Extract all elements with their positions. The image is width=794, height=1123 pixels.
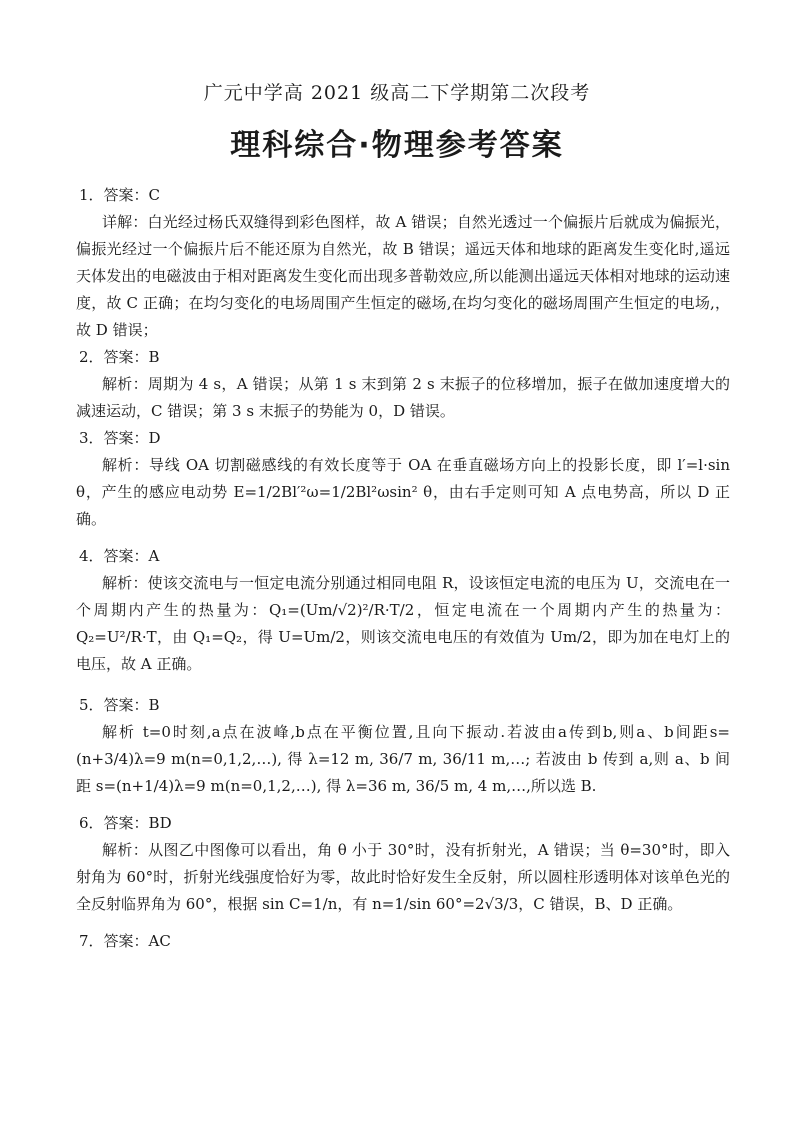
explanation-text: 解析：周期为 4 s，A 错误；从第 1 s 末到第 2 s 末振子的位移增加，振子在做加速度增大的减速运动，C 错误；第 3 s 末振子的势能为 0，D 错误。 <box>76 375 730 420</box>
question-5 <box>76 692 730 800</box>
explanation-text: 解析：导线 OA 切割磁感线的有效长度等于 OA 在垂直磁场方向上的投影长度，即 l′=l·sin θ，产生的感应电动势 E=1/2Bl′²ω=1/2Bl²ωsin² θ，由右手定则可知 A 点电势高，所以 D 正确。 <box>76 456 730 528</box>
page-title: 理科综合·物理参考答案 <box>230 128 564 163</box>
answer-line: 3．答案：D <box>79 429 161 447</box>
answer-line: 6．答案：BD <box>79 814 172 832</box>
explanation-text: 详解：白光经过杨氏双缝得到彩色图样，故 A 错误；自然光透过一个偏振片后就成为偏振光，偏振光经过一个偏振片后不能还原为自然光，故 B 错误；遥远天体和地球的距离发生变化时,遥远天体发出的电磁波由于相对距离发生变化而出现多普勒效应,所以能测出遥远天体相对地球的运动速度，故 C 正确；在均匀变化的电场周围产生恒定的磁场,在均匀变化的磁场周围产生恒定的电场,，故 D 错误； <box>76 213 730 339</box>
answer-line: 1．答案：C <box>79 186 161 204</box>
answers-content <box>76 182 730 955</box>
answer-line: 5．答案：B <box>79 696 160 714</box>
question-3 <box>76 425 730 533</box>
question-6 <box>76 810 730 918</box>
explanation-text: 解析：从图乙中图像可以看出，角 θ 小于 30°时，没有折射光，A 错误；当 θ=30°时，即入射角为 60°时，折射光线强度恰好为零，故此时恰好发生全反射，所以圆柱形透明体对该单色光的全反射临界角为 60°，根据 sin C=1/n，有 n=1/sin 60°=2√3/3，C 错误，B、D 正确。 <box>76 841 730 913</box>
question-2 <box>76 344 730 425</box>
explanation-text: 解析：使该交流电与一恒定电流分别通过相同电阻 R，设该恒定电流的电压为 U，交流电在一个周期内产生的热量为：Q₁=(Um/√2)²/R·T/2，恒定电流在一个周期内产生的热量为：Q₂=U²/R·T，由 Q₁=Q₂，得 U=Um/2，则该交流电电压的有效值为 Um/2，即为加在电灯上的电压，故 A 正确。 <box>76 574 730 673</box>
question-4 <box>76 543 730 678</box>
answer-line: 2．答案：B <box>79 348 160 366</box>
explanation-text: 解析 t=0时刻,a点在波峰,b点在平衡位置,且向下振动.若波由a传到b,则a、b间距s=(n+3/4)λ=9 m(n=0,1,2,…), 得 λ=12 m, 36/7 m, 36/11 m,…; 若波由 b 传到 a,则 a、b 间距 s=(n+1/4)λ=9 m(n=0,1,2,…), 得 λ=36 m, 36/5 m, 4 m,…,所以选 B. <box>76 723 730 795</box>
answer-line: 7．答案：AC <box>79 932 171 950</box>
question-7 <box>76 928 730 955</box>
question-1 <box>76 182 730 344</box>
answer-line: 4．答案：A <box>79 547 160 565</box>
exam-subtitle: 广元中学高 2021 级高二下学期第二次段考 <box>203 82 591 104</box>
